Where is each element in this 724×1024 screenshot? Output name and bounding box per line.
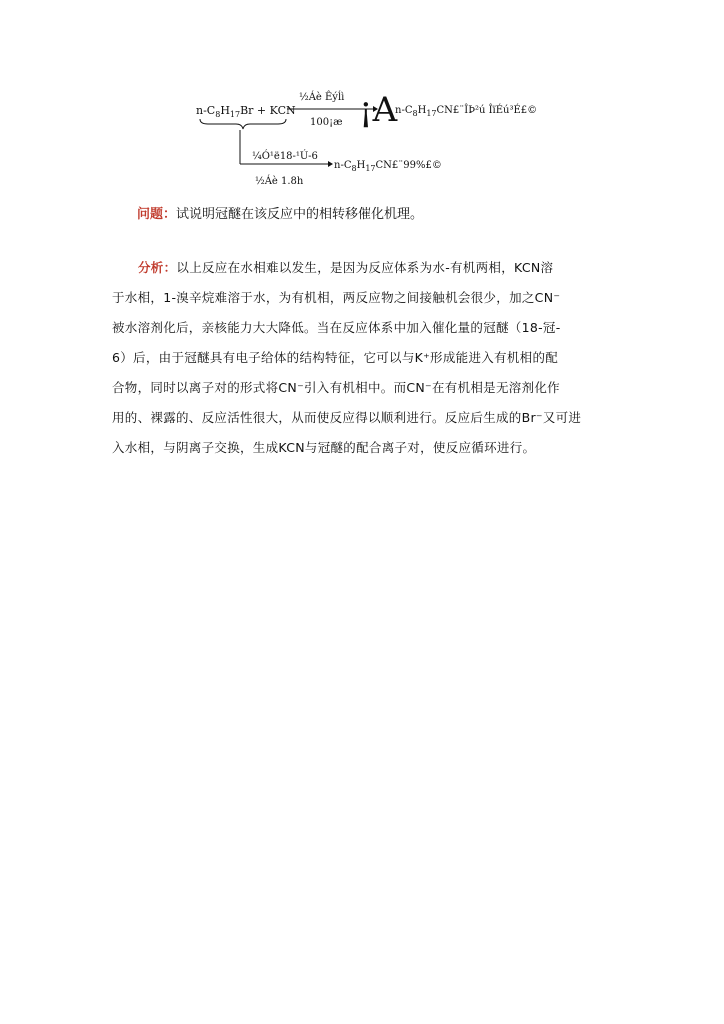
analysis-line: 被水溶剂化后，亲核能力大大降低。当在反应体系中加入催化量的冠醚（18-冠- (112, 320, 561, 335)
top-condition-below: 100¡æ (310, 117, 343, 128)
bottom-product-formula: $n-C_8H_{17}CN£¨99\%£©$ (334, 160, 442, 173)
question-text: 试说明冠醚在该反应中的相转移催化机理。 (176, 207, 424, 222)
analysis-line: 分析：以上反应在水相难以发生，是因为反应体系为水-有机两相，KCN溶 (138, 260, 554, 275)
reaction-scheme (0, 0, 724, 200)
reactant-underbrace (198, 117, 288, 131)
bottom-condition-below: ½Áè 1.8h (255, 176, 304, 187)
analysis-line: 入水相，与阴离子交换，生成KCN与冠醚的配合离子对，使反应循环进行。 (112, 440, 536, 455)
question (137, 206, 423, 224)
reactant-formula: $n-C_8H_{17}Br$ + KCN (196, 104, 296, 120)
analysis-line: 于水相，1-溴辛烷难溶于水，为有机相，两反应物之间接触机会很少，加之CN⁻ (112, 290, 561, 305)
analysis-line: 用的、裸露的、反应活性很大，从而使反应得以顺利进行。反应后生成的Br⁻又可进 (112, 410, 582, 425)
analysis-line: 6）后，由于冠醚具有电子给体的结构特征，它可以与K⁺形成能进入有机相的配 (112, 350, 559, 365)
analysis-label: 分析： (138, 260, 177, 275)
analysis-paragraph (112, 253, 618, 463)
bottom-condition-above: ¼Ó¹ë18-¹Ú-6 (252, 151, 318, 162)
question-label: 问题： (137, 207, 177, 222)
top-product-formula: $n-C_8H_{17}CN£¨ÎÞ^2ú$ ÎïÉú³É£© (395, 105, 538, 118)
analysis-line: 合物，同时以离子对的形式将CN⁻引入有机相中。而CN⁻在有机相是无溶剂化作 (112, 380, 560, 395)
garbled-arrow-glyph: ¡A (359, 90, 398, 130)
top-condition-above: ½Áè Êýĺì (299, 92, 345, 103)
